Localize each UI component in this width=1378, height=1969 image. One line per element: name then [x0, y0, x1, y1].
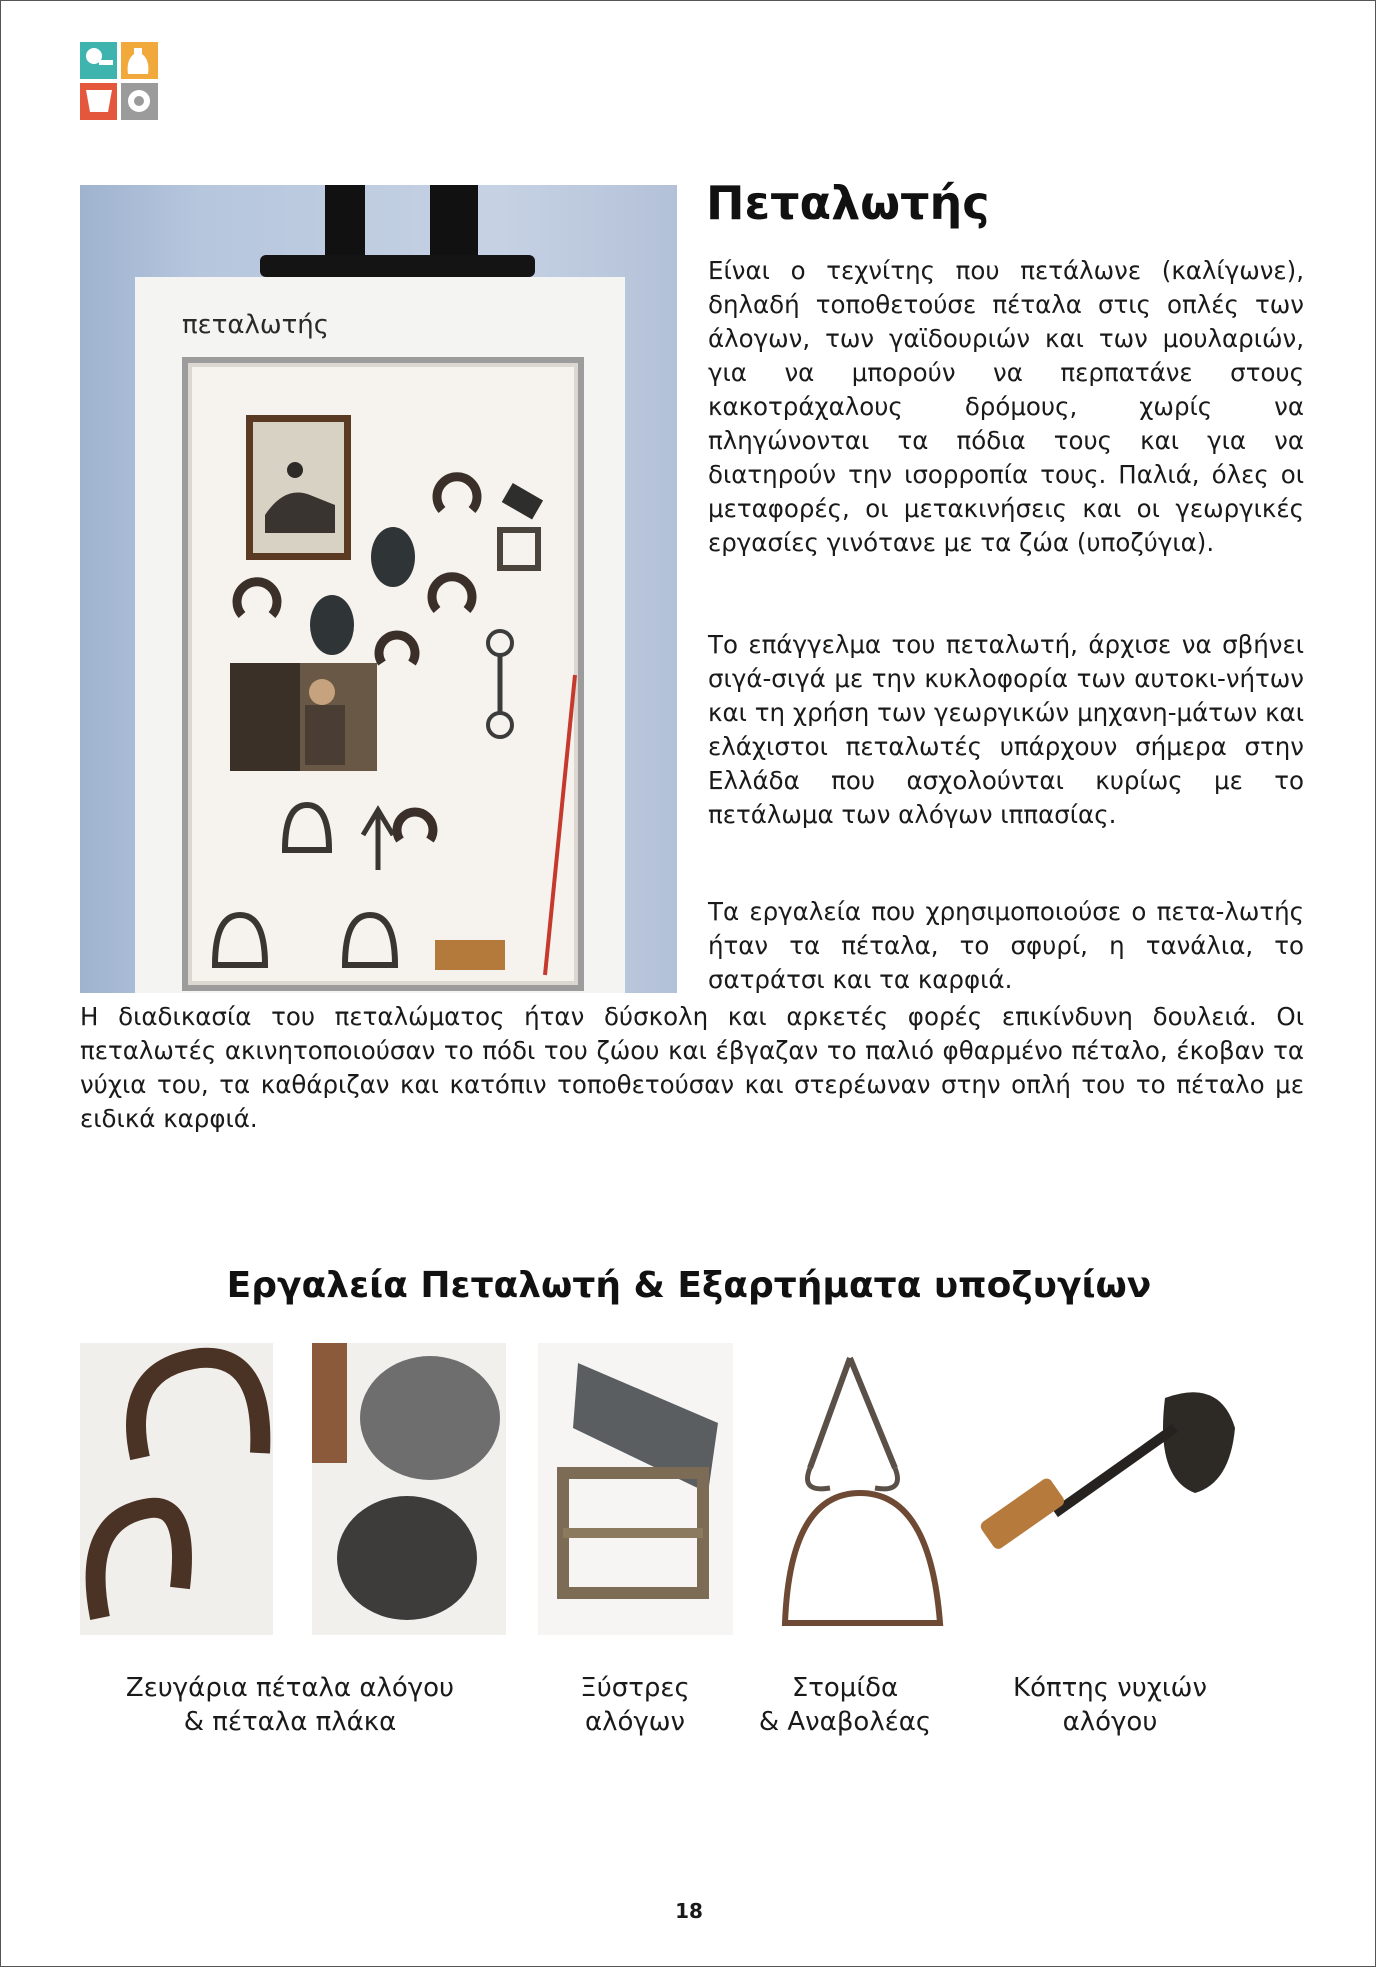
hoof-nipper-photo	[960, 1343, 1280, 1635]
tools-paragraph: Τα εργαλεία που χρησιμοποιούσε ο πετα-λωτής ήταν τα πέταλα, το σφυρί, η τανάλια, το σατράτσι και τα καρφιά.	[708, 897, 1304, 994]
decline-paragraph: Το επάγγελμα του πεταλωτή, άρχισε να σβήνει σιγά-σιγά με την κυκλοφορία των αυτοκι-νήτων και τη χρήση των γεωργικών μηχανη-μάτων και ελάχιστοι πεταλωτές υπάρχουν σήμερα στην Ελλάδα που ασχολούνται κυρίως με το πετάλωμα των αλόγων ιππασίας.	[708, 630, 1304, 829]
caption-horseshoes: Ζευγάρια πέταλα αλόγου & πέταλα πλάκα	[125, 1673, 455, 1737]
page-number: 18	[675, 1899, 703, 1923]
caption-bit-stirrup: Στομίδα & Αναβολέας	[758, 1673, 932, 1737]
museum-logo	[80, 42, 158, 120]
tools-heading: Εργαλεία Πεταλωτή & Εξαρτήματα υποζυγίων	[226, 1265, 1152, 1306]
page-title: Πεταλωτής	[706, 176, 990, 230]
process-paragraph: Η διαδικασία του πεταλώματος ήταν δύσκολη και αρκετές φορές επικίνδυνη δουλειά. Οι πεταλωτές ακινητοποιούσαν το πόδι του ζώου και έβγαζαν το παλιό φθαρμένο πέταλο, έκοβαν τα νύχια του, τα καθάριζαν και κατόπιν τοποθετούσαν και στερέωναν στην οπλή του το πέταλο με ειδικά καρφιά.	[80, 1002, 1304, 1133]
bit-and-stirrup-photo	[755, 1343, 970, 1635]
display-case-label: πεταλωτής	[182, 310, 330, 340]
display-case-photo	[80, 185, 677, 993]
caption-hoof-nipper: Κόπτης νυχιών αλόγου	[1013, 1673, 1207, 1737]
intro-paragraph: Είναι ο τεχνίτης που πετάλωνε (καλίγωνε), δηλαδή τοποθετούσε πέταλα στις οπλές των άλογων, των γαϊδουριών και των μουλαριών, για να μπορούν να περπατάνε στους κακοτράχαλους δρόμους, χωρίς να πληγώνονται τα πόδια τους και για να διατηρούν την ισορροπία τους. Παλιά, όλες οι μεταφορές, οι μετακινήσεις και οι γεωργικές εργασίες γινότανε με τα ζώα (υποζύγια).	[708, 256, 1304, 557]
plate-shoes-photo	[312, 1343, 506, 1635]
logo-glyphs	[80, 42, 158, 120]
display-case-illustration	[80, 185, 677, 993]
curry-combs-photo	[538, 1343, 733, 1635]
horseshoes-photo	[80, 1343, 273, 1635]
caption-curry-combs: Ξύστρες αλόγων	[580, 1673, 690, 1737]
